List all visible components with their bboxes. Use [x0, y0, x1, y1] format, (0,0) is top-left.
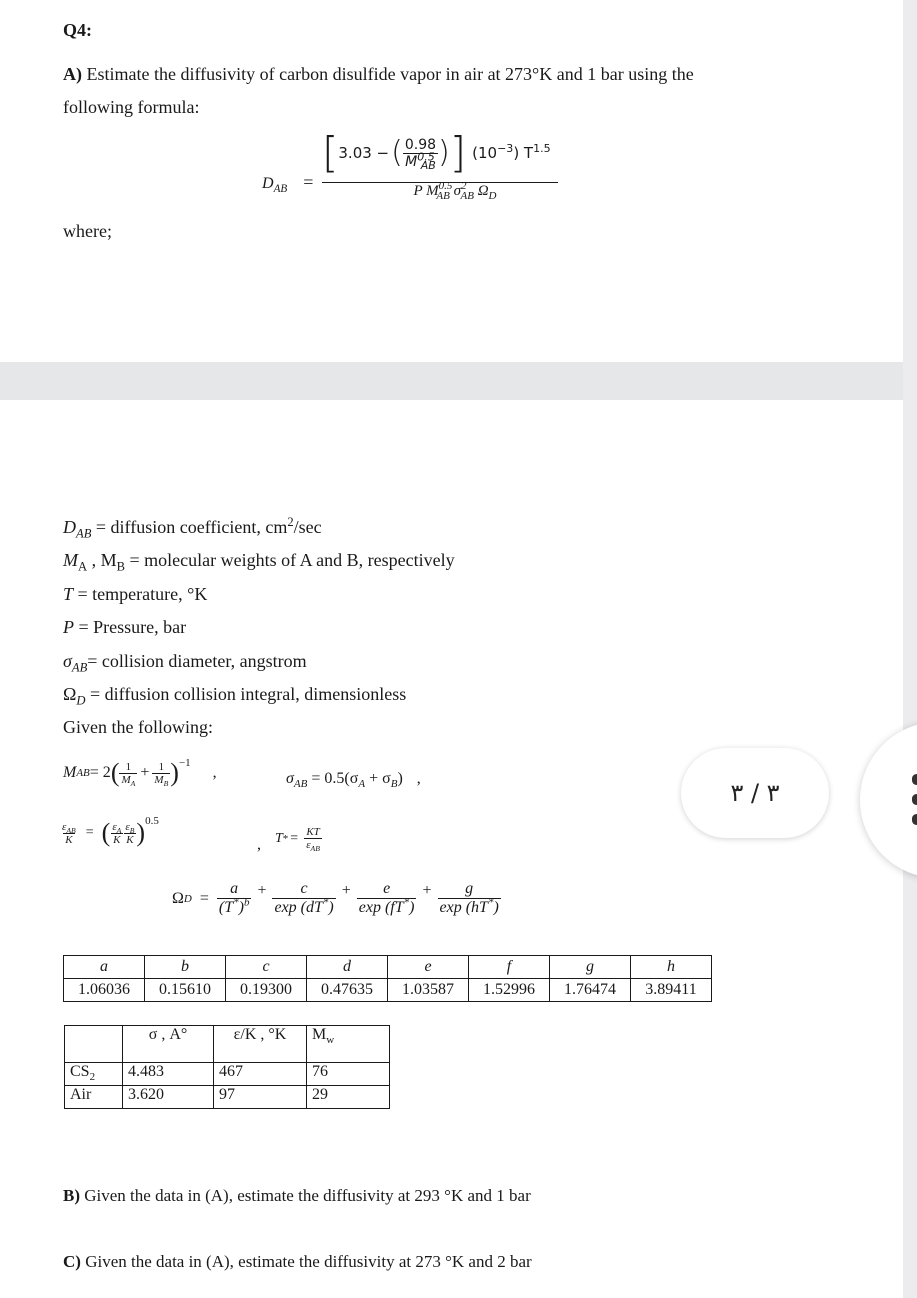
props-sigma-cell: 3.620	[123, 1086, 214, 1109]
coef-value-cell: 1.52996	[469, 979, 550, 1002]
def-ma-mb: $M_A$ , $M_B$ = molecular weights of A and B, respectively	[63, 550, 455, 574]
properties-row	[65, 1086, 390, 1109]
more-dot-icon	[912, 774, 917, 785]
coef-header-cell: f	[469, 956, 550, 979]
coef-value-cell: 3.89411	[631, 979, 712, 1002]
props-eps-cell: 97	[214, 1086, 307, 1109]
where-label: where;	[63, 221, 112, 241]
coef-header-cell: c	[226, 956, 307, 979]
part-a-text: Estimate the diffusivity of carbon disulfide vapor in air at 273°K and 1 bar using the	[86, 64, 694, 84]
eq-eps-comma: ,	[257, 836, 261, 853]
page-separator	[0, 362, 903, 400]
def-p: P = Pressure, bar	[63, 617, 187, 637]
props-header-cell: σ , A°	[123, 1026, 214, 1063]
coef-value-cell: 0.19300	[226, 979, 307, 1002]
coef-value-cell: 1.76474	[550, 979, 631, 1002]
more-dot-icon	[912, 794, 917, 805]
formula-lhs: $D_{AB}$ =	[262, 172, 314, 196]
part-a-line1	[63, 64, 694, 85]
given-label: Given the following:	[63, 717, 213, 737]
props-species-cell: Air	[65, 1086, 123, 1109]
part-a-label: A)	[63, 64, 82, 84]
coef-value-cell: 1.03587	[388, 979, 469, 1002]
eq-omega-d: Ω D = $\frac{a}{(T^*)^b}$ + $\frac{c}{\exp (dT^*)}$ + $\frac{e}{\exp (fT^*)}$ + $\frac{g}{\exp (hT^*)}$	[172, 880, 499, 916]
part-a-line2: following formula:	[63, 97, 200, 117]
formula-factor: $(10^{-3})$ $T^{1.5}$	[472, 142, 551, 162]
props-header-cell	[65, 1026, 123, 1063]
props-header-cell: $M_w$	[307, 1026, 390, 1063]
eq-mab: M AB = 2 ( $\frac{1}{M_A}$ + $\frac{1}{M_B}$ ) $^{-1}$ ,	[63, 757, 217, 788]
coef-value-cell: 0.15610	[145, 979, 226, 1002]
coef-header-cell: g	[550, 956, 631, 979]
coefficient-table	[63, 955, 712, 1002]
properties-header-row	[65, 1026, 390, 1063]
props-mw-cell: 76	[307, 1063, 390, 1086]
properties-row	[65, 1063, 390, 1086]
omega-term-1: $\frac{a}{(T^*)^b}$	[218, 880, 250, 916]
coef-header-cell: d	[307, 956, 388, 979]
eq-sigma-ab: $\sigma_{AB} = 0.5(\sigma_A + \sigma_B)$ ,	[286, 770, 421, 791]
more-dot-icon	[912, 814, 917, 825]
part-c: C) Given the data in (A), estimate the diffusivity at 273 °K and 2 bar	[63, 1252, 532, 1271]
def-dab: $D_{AB}$ = diffusion coefficient, $cm^2/\sec$	[63, 515, 322, 541]
props-mw-cell: 29	[307, 1086, 390, 1109]
def-omega: $\Omega_D$ = diffusion collision integral, dimensionless	[63, 684, 407, 708]
eq-tstar: T * = $\frac{KT}{\varepsilon_{AB}}$	[275, 826, 320, 854]
props-species-cell: $CS_2$	[65, 1063, 123, 1086]
formula-numerator: [ 3.03 − ( $\frac{0.98}{M^{0.5}_{AB}}$ ) ] $(10^{-3})$ $T^{1.5}$	[322, 128, 551, 177]
properties-table	[64, 1025, 390, 1109]
formula-constant: 3.03 −	[338, 144, 390, 162]
scroll-track[interactable]	[903, 0, 917, 1298]
def-sigma: $\sigma_{AB}=$ collision diameter, angstrom	[63, 651, 307, 675]
coefficient-value-row	[64, 979, 712, 1002]
formula-inner-fraction: $\frac{0.98}{M^{0.5}_{AB}}$	[404, 136, 437, 173]
question-title: Q4:	[63, 20, 92, 40]
coef-header-cell: b	[145, 956, 226, 979]
main-formula	[322, 128, 558, 200]
props-eps-cell: 467	[214, 1063, 307, 1086]
omega-term-4: $\frac{g}{\exp (hT^*)}$	[439, 880, 499, 916]
coef-value-cell: 0.47635	[307, 979, 388, 1002]
eq-eps-ab: $\frac{\varepsilon_{AB}}{K}$ = ( $\frac{\varepsilon_A}{K}$ $\frac{\varepsilon_B}{K}$ ) $^{0.5}$	[62, 815, 159, 847]
coef-header-cell: h	[631, 956, 712, 979]
props-header-cell: ε/K , °K	[214, 1026, 307, 1063]
omega-term-3: $\frac{e}{\exp (fT^*)}$	[358, 880, 415, 916]
def-t: T = temperature, °K	[63, 584, 208, 604]
page-indicator: ٣ / ٣	[681, 748, 829, 838]
coef-header-cell: e	[388, 956, 469, 979]
coef-header-cell: a	[64, 956, 145, 979]
omega-term-2: $\frac{c}{\exp (dT^*)}$	[274, 880, 334, 916]
props-sigma-cell: 4.483	[123, 1063, 214, 1086]
part-b: B) Given the data in (A), estimate the diffusivity at 293 °K and 1 bar	[63, 1186, 531, 1205]
coefficient-header-row	[64, 956, 712, 979]
coef-value-cell: 1.06036	[64, 979, 145, 1002]
formula-denominator: P $M^{0.5}_{AB}$ $\sigma^2_{AB}$ $\Omega_D$	[322, 182, 558, 200]
